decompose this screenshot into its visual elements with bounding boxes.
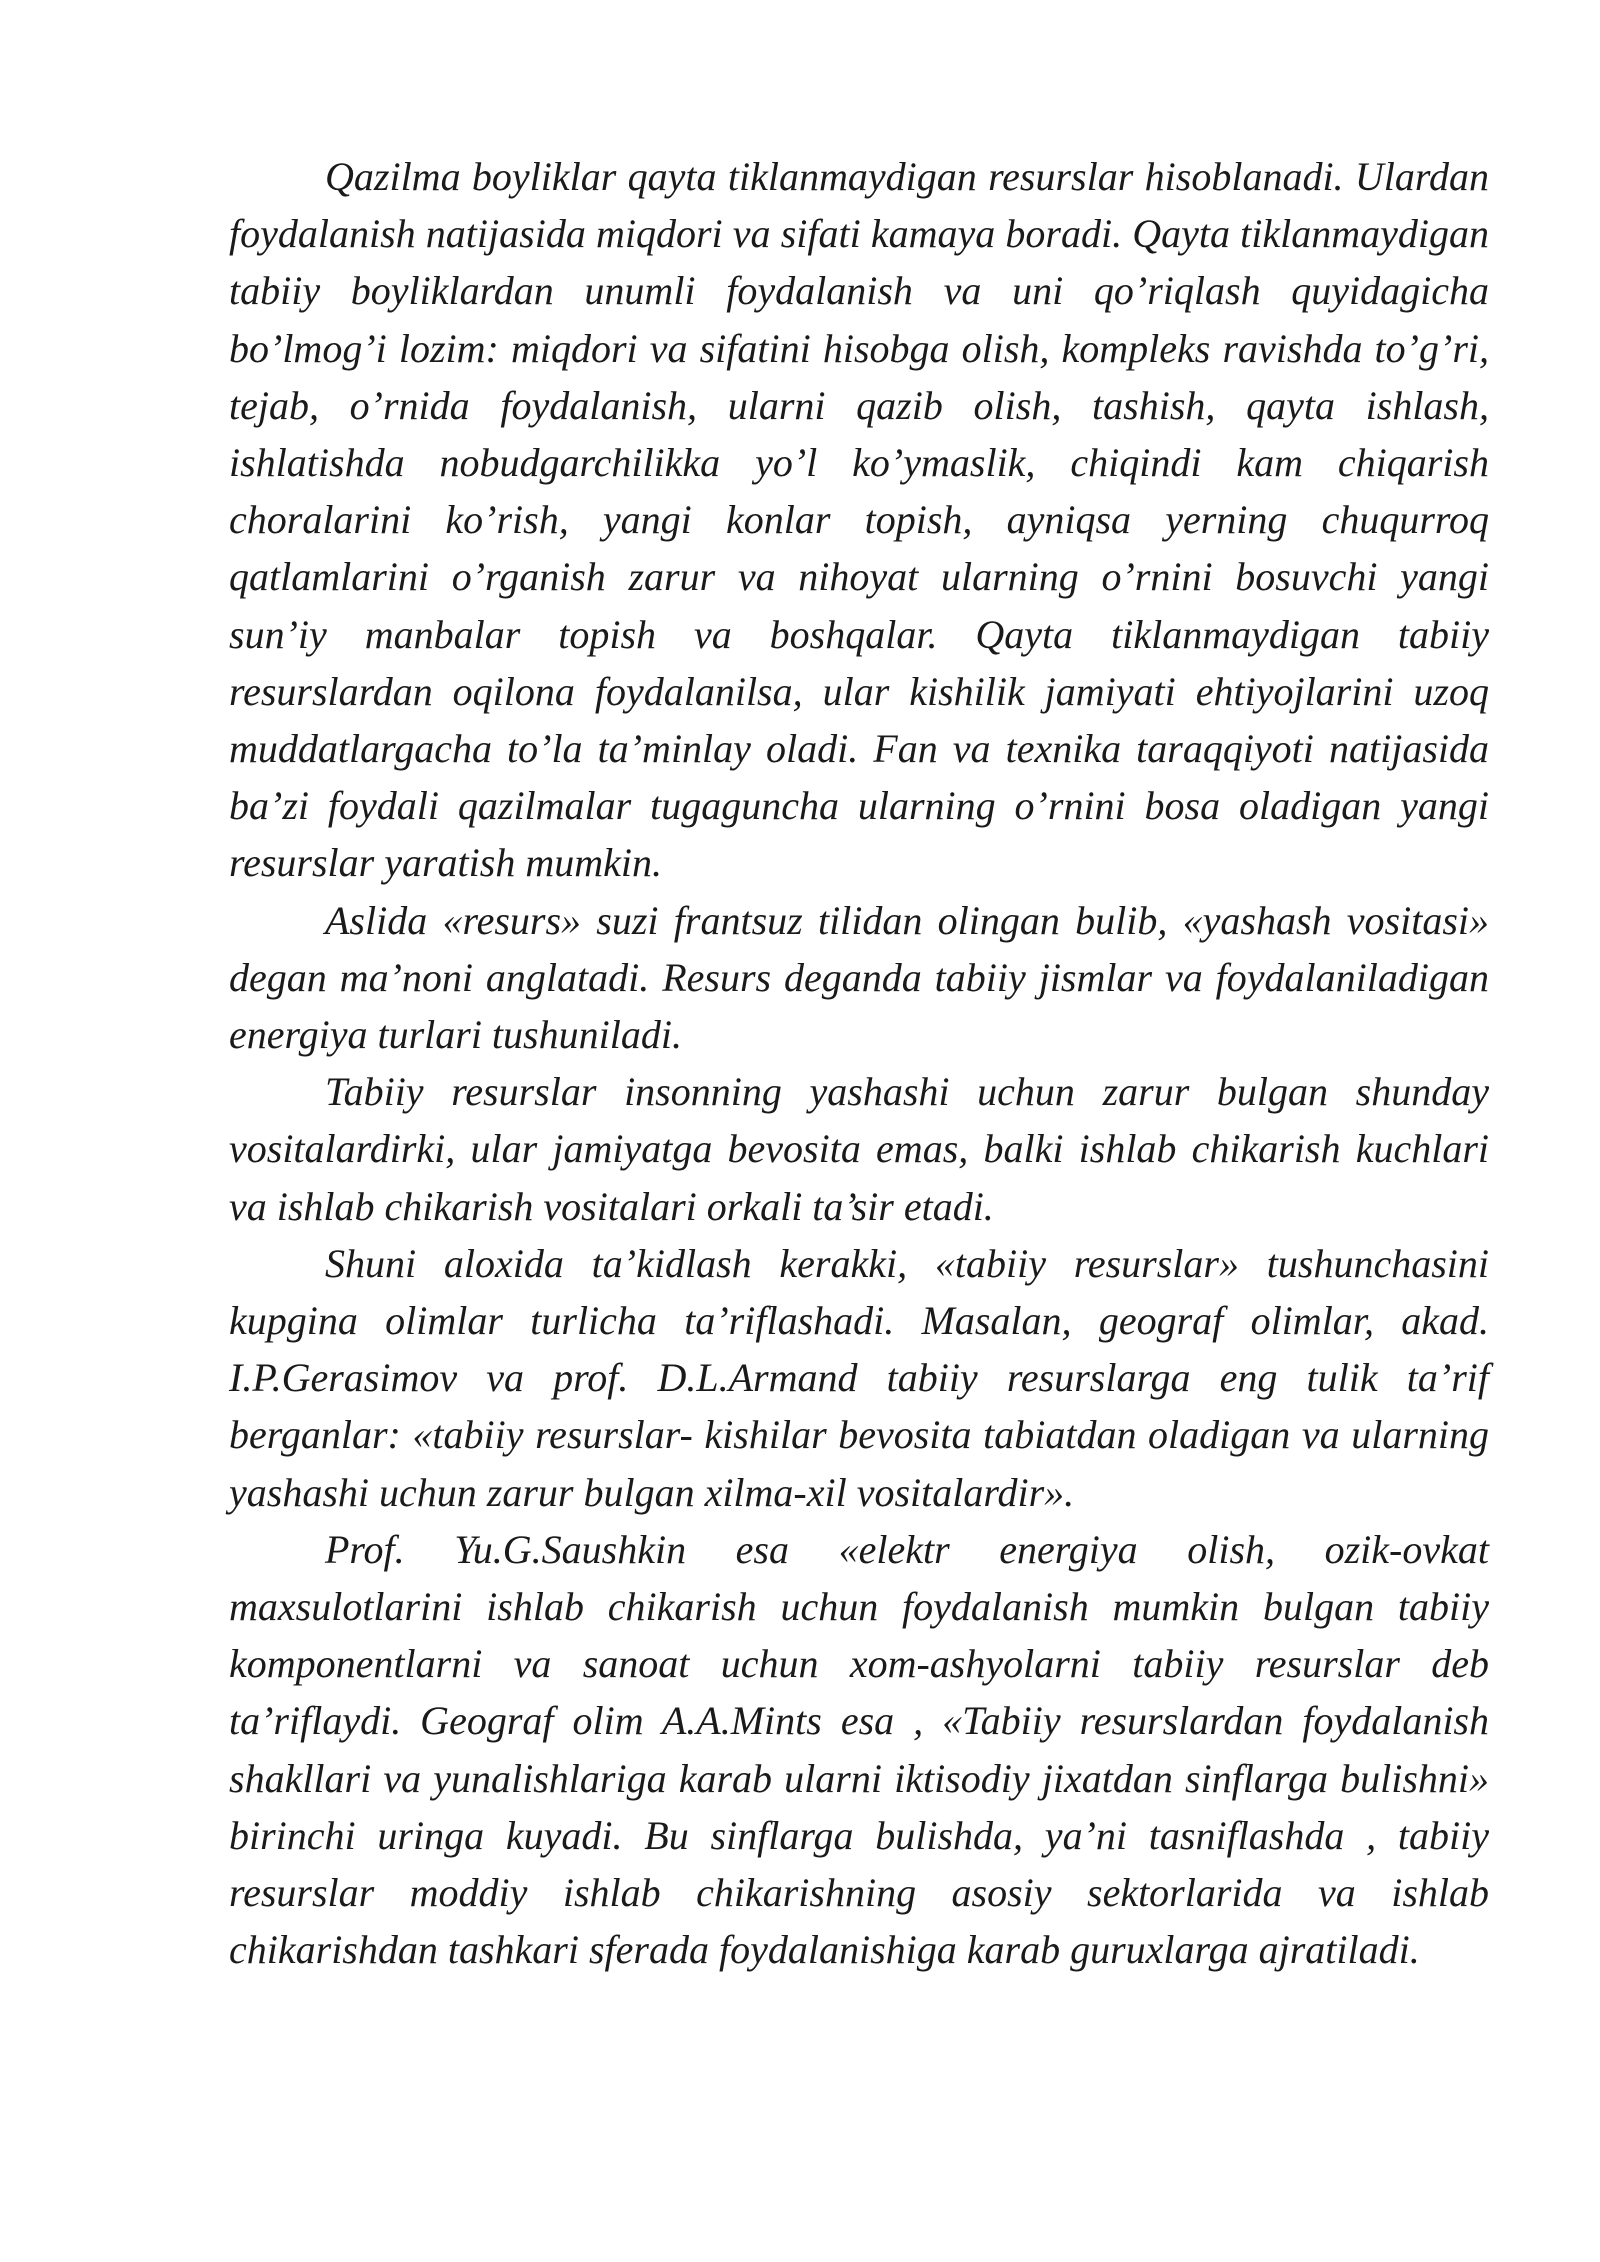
paragraph-saushkin-mints: Prof. Yu.G.Saushkin esa «elektr energiya olish, ozik-ovkat maxsulotlarini ishlab chikarish uchun foydalanish mumkin bulgan tabiiy komponentlarni va sanoat uchun xom-ashyolarni tabiiy resurslar deb ta’riflaydi. Geograf olim A.A.Mints esa , «Tabiiy resurslardan foydalanish shakllari va yunalishlariga karab ularni iktisodiy jixatdan sinflarga bulishni» birinchi uringa kuyadi. Bu sinflarga bulishda, ya’ni tasniflashda , tabiiy resurslar moddiy ishlab chikarishning asosiy sektorlarida va ishlab chikarishdan tashkari sferada foydalanishiga karab guruxlarga ajratiladi. [229, 1526, 1489, 1973]
paragraph-qazilma-boyliklar: Qazilma boyliklar qayta tiklanmaydigan resurslar hisoblanadi. Ulardan foydalanish natijasida miqdori va sifati kamaya boradi. Qayta tiklanmaydigan tabiiy boyliklardan unumli foydalanish va uni qo’riqlash quyidagicha bo’lmog’i lozim: miqdori va sifatini hisobga olish, kompleks ravishda to’g’ri, tejab, o’rnida foydalanish, ularni qazib olish, tashish, qayta ishlash, ishlatishda nobudgarchilikka yo’l ko’ymaslik, chiqindi kam chiqarish choralarini ko’rish, yangi konlar topish, ayniqsa yerning chuqurroq qatlamlarini o’rganish zarur va nihoyat ularning o’rnini bosuvchi yangi sun’iy manbalar topish va boshqalar. Qayta tiklanmaydigan tabiiy resurslardan oqilona foydalanilsa, ular kishilik jamiyati ehtiyojlarini uzoq muddatlargacha to’la ta’minlay oladi. Fan va texnika taraqqiyoti natijasida ba’zi foydali qazilmalar tugaguncha ularning o’rnini bosa oladigan yangi resurslar yaratish mumkin. [229, 154, 1489, 886]
document-body [229, 148, 1489, 1979]
paragraph-tabiiy-resurslar: Tabiiy resurslar insonning yashashi uchun zarur bulgan shunday vositalardirki, ular jamiyatga bevosita emas, balki ishlab chikarish kuchlari va ishlab chikarish vositalari orkali ta’sir etadi. [229, 1069, 1489, 1229]
paragraph-gerasimov-armand: Shuni aloxida ta’kidlash kerakki, «tabiiy resurslar» tushunchasini kupgina olimlar turlicha ta’riflashadi. Masalan, geograf olimlar, akad. I.P.Gerasimov va prof. D.L.Armand tabiiy resurslarga eng tulik ta’rif berganlar: «tabiiy resurslar- kishilar bevosita tabiatdan oladigan va ularning yashashi uchun zarur bulgan xilma-xil vositalardir». [229, 1240, 1489, 1515]
paragraph-resurs-definition: Aslida «resurs» suzi frantsuz tilidan olingan bulib, «yashash vositasi» degan ma’noni anglatadi. Resurs deganda tabiiy jismlar va foydalaniladigan energiya turlari tushuniladi. [229, 897, 1489, 1058]
